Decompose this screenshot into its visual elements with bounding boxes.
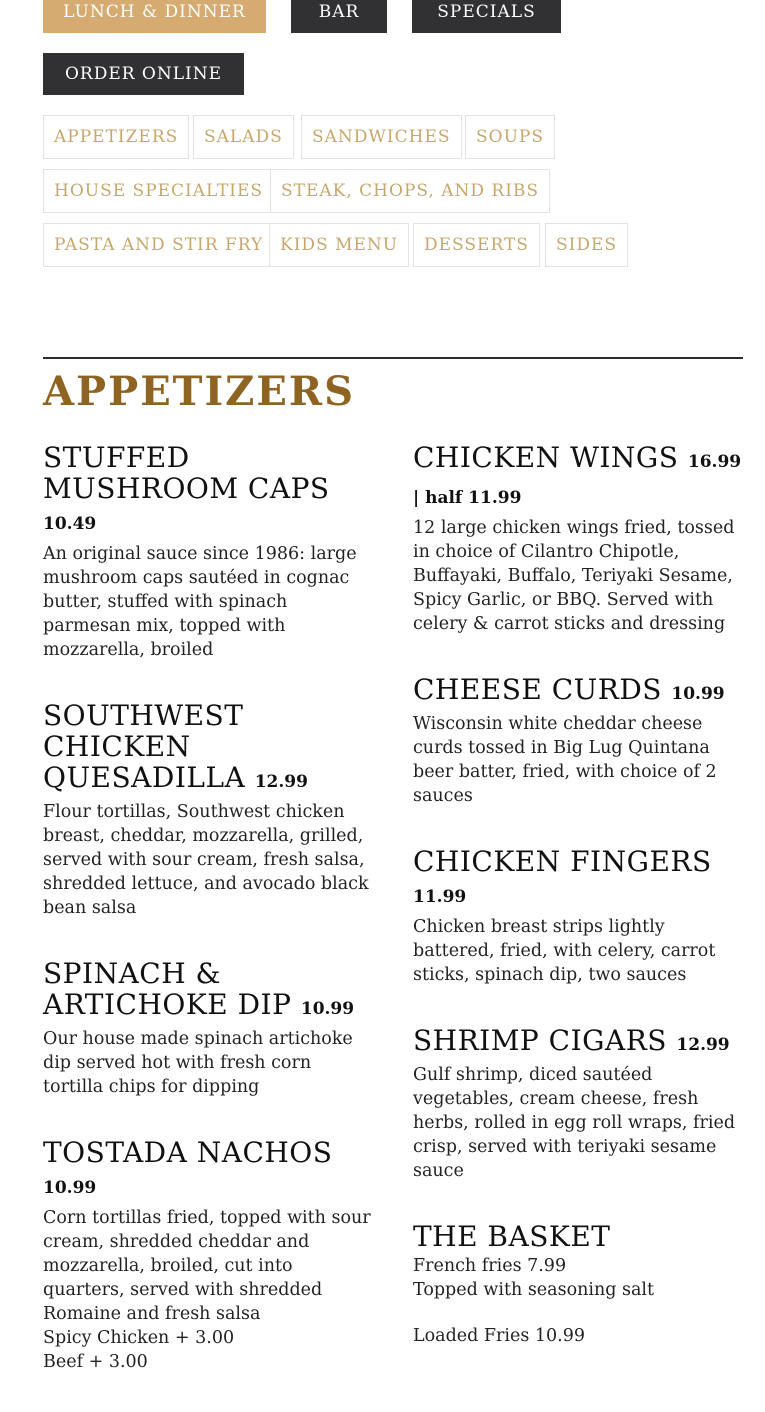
item-description: Gulf shrimp, diced sautéed vegetables, cream cheese, fresh herbs, rolled in egg roll wraps, fried crisp, served with teriyaki sesame sauce bbox=[413, 1065, 736, 1181]
item-title: SHRIMP CIGARS bbox=[413, 1024, 667, 1057]
item-title: CHEESE CURDS bbox=[413, 673, 662, 706]
order-online-button[interactable] bbox=[43, 53, 244, 95]
item-title: CHICKEN FINGERS bbox=[413, 845, 712, 878]
item-description: Chicken breast strips lightly battered, fried, with celery, carrot sticks, spinach dip, two sauces bbox=[413, 917, 716, 985]
item-price: 11.99 bbox=[413, 887, 467, 907]
item-price: 12.99 bbox=[676, 1035, 730, 1055]
item-addon: Spicy Chicken + 3.00 bbox=[43, 1328, 235, 1348]
menu-item bbox=[413, 442, 745, 636]
item-name bbox=[413, 1221, 745, 1252]
bar-button[interactable] bbox=[291, 0, 387, 33]
item-addon: Beef + 3.00 bbox=[43, 1352, 148, 1372]
category-tab-appetizers[interactable]: APPETIZERS bbox=[43, 115, 189, 159]
item-name bbox=[413, 442, 745, 514]
category-tab-house-specialties[interactable]: HOUSE SPECIALTIES bbox=[43, 169, 274, 213]
menu-item bbox=[413, 846, 745, 987]
lunch-dinner-label: LUNCH & DINNER bbox=[63, 2, 246, 22]
item-description: Flour tortillas, Southwest chicken breast, cheddar, mozzarella, grilled, served with sour cream, fresh salsa, shredded lettuce, and avocado black bean salsa bbox=[43, 802, 369, 918]
item-line: Topped with seasoning salt bbox=[413, 1280, 655, 1300]
item-title: THE BASKET bbox=[413, 1220, 611, 1253]
category-tab-sides[interactable]: SIDES bbox=[545, 223, 628, 267]
item-price: 16.99 | half 11.99 bbox=[413, 452, 742, 508]
item-price: 10.49 bbox=[43, 514, 97, 534]
order-online-label: ORDER ONLINE bbox=[64, 64, 223, 84]
item-price: 12.99 bbox=[254, 772, 308, 792]
menu-item bbox=[413, 1025, 745, 1183]
section-divider bbox=[43, 357, 743, 359]
category-tab-salads[interactable]: SALADS bbox=[193, 115, 294, 159]
item-price: 10.99 bbox=[671, 684, 725, 704]
bar-label: BAR bbox=[318, 2, 360, 22]
item-name bbox=[413, 674, 745, 710]
item-description: Our house made spinach artichoke dip served hot with fresh corn tortilla chips for dipping bbox=[43, 1029, 353, 1097]
item-description: Wisconsin white cheddar cheese curds tossed in Big Lug Quintana beer batter, fried, with choice of 2 sauces bbox=[413, 714, 717, 806]
specials-label: SPECIALS bbox=[437, 2, 536, 22]
menu-item bbox=[43, 958, 373, 1099]
item-description: Corn tortillas fried, topped with sour cream, shredded cheddar and mozzarella, broiled, cut into quarters, served with shredded Romaine and fresh salsa bbox=[43, 1208, 371, 1324]
item-title: SOUTHWEST CHICKEN QUESADILLA bbox=[43, 699, 246, 794]
category-tab-soups[interactable]: SOUPS bbox=[465, 115, 555, 159]
item-title: TOSTADA NACHOS bbox=[43, 1136, 333, 1169]
menu-item bbox=[43, 1137, 373, 1374]
item-line: French fries 7.99 bbox=[413, 1256, 567, 1276]
category-tab-sandwiches[interactable]: SANDWICHES bbox=[301, 115, 462, 159]
item-name bbox=[413, 846, 745, 913]
item-title: CHICKEN WINGS bbox=[413, 441, 679, 474]
item-name bbox=[43, 1137, 373, 1204]
menu-column-right bbox=[413, 442, 745, 1386]
category-tab-steak-chops-ribs[interactable]: STEAK, CHOPS, AND RIBS bbox=[270, 169, 550, 213]
category-tab-desserts[interactable]: DESSERTS bbox=[413, 223, 540, 267]
menu-item bbox=[43, 700, 373, 920]
specials-button[interactable] bbox=[412, 0, 561, 33]
category-tab-pasta-stir-fry[interactable]: PASTA AND STIR FRY bbox=[43, 223, 274, 267]
spacer bbox=[413, 1302, 745, 1324]
item-title: STUFFED MUSHROOM CAPS bbox=[43, 441, 330, 505]
menu-item bbox=[43, 442, 373, 662]
item-name bbox=[43, 700, 373, 798]
category-tab-kids-menu[interactable]: KIDS MENU bbox=[269, 223, 409, 267]
item-line: Loaded Fries 10.99 bbox=[413, 1326, 586, 1346]
item-title: SPINACH & ARTICHOKE DIP bbox=[43, 957, 292, 1021]
menu-column-left bbox=[43, 442, 373, 1412]
lunch-dinner-button[interactable] bbox=[43, 0, 266, 33]
item-description: 12 large chicken wings fried, tossed in choice of Cilantro Chipotle, Buffayaki, Buffalo, Teriyaki Sesame, Spicy Garlic, or BBQ. Served with celery & carrot sticks and dressing bbox=[413, 518, 735, 634]
item-description: An original sauce since 1986: large mushroom caps sautéed in cognac butter, stuffed with spinach parmesan mix, topped with mozzarella, broiled bbox=[43, 544, 357, 660]
menu-item bbox=[413, 674, 745, 808]
menu-item bbox=[413, 1221, 745, 1348]
item-name bbox=[43, 958, 373, 1025]
item-price: 10.99 bbox=[43, 1178, 97, 1198]
item-name bbox=[43, 442, 373, 540]
section-title: APPETIZERS bbox=[43, 368, 355, 415]
item-name bbox=[413, 1025, 745, 1061]
item-price: 10.99 bbox=[300, 999, 355, 1019]
